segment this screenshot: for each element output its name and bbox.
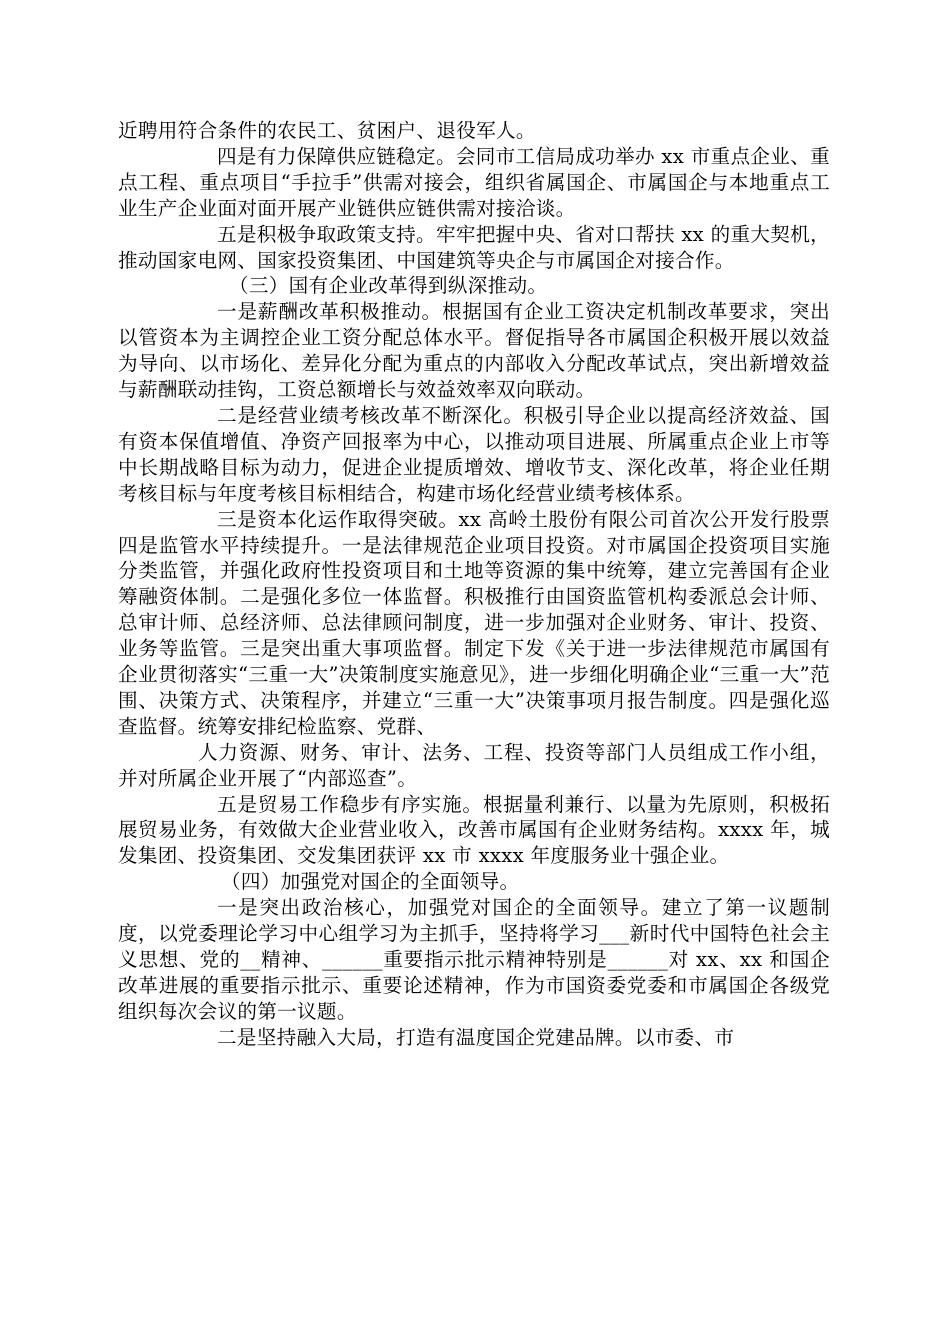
paragraph: 近聘用符合条件的农民工、贫困户、退役军人。 [118,119,536,142]
paragraph: 五是贸易工作稳步有序实施。根据量利兼行、以量为先原则，积极拓展贸易业务，有效做大企业营业收入，改善市属国有企业财务结构。xxxx 年，城发集团、投资集团、交发集团获评 xx 市 xxxx 年度服务业十强企业。 [118,792,830,868]
section-heading: （四）加强党对国企的全面领导。 [221,870,520,894]
section-heading: （三）国有企业改革得到纵深推动。 [229,274,548,298]
document-body [118,118,870,1051]
paragraph: 四是有力保障供应链稳定。会同市工信局成功举办 xx 市重点企业、重点工程、重点项目“手拉手”供需对接会，组织省属国企、市属国企与本地重点工业生产企业面对面开展产业链供应链供需对接洽谈。 [118,144,830,220]
paragraph: 三是资本化运作取得突破。xx 高岭土股份有限公司首次公开发行股票 四是监管水平持续提升。一是法律规范企业项目投资。对市属国企投资项目实施分类监管，并强化政府性投资项目和土地等资源的集中统筹，建立完善国有企业筹融资体制。二是强化多位一体监督。积极推行由国资监管机构委派总会计师、总审计师、总经济师、总法律顾问制度，进一步加强对企业财务、审计、投资、业务等监管。三是突出重大事项监督。制定下发《关于进一步法律规范市属国有企业贯彻落实“三重一大”决策制度实施意见》，进一步细化明确企业“三重一大”范围、决策方式、决策程序，并建立“三重一大”决策事项月报告制度。四是强化巡查监督。统筹安排纪检监察、党群、 [118,507,870,738]
paragraph: 二是经营业绩考核改革不断深化。积极引导企业以提高经济效益、国有资本保值增值、净资产回报率为中心，以推动项目进展、所属重点企业上市等中长期战略目标为动力，促进企业提质增效、增收节支、深化改革，将企业任期考核目标与年度考核目标相结合，构建市场化经营业绩考核体系。 [118,403,830,505]
paragraph: 五是积极争取政策支持。牢牢把握中央、省对口帮扶 xx 的重大契机，推动国家电网、国家投资集团、中国建筑等央企与市属国企对接合作。 [118,222,830,272]
paragraph: 二是坚持融入大局，打造有温度国企党建品牌。以市委、市 [217,1025,735,1049]
paragraph: 一是薪酬改革积极推动。根据国有企业工资决定机制改革要求，突出以管资本为主调控企业工资分配总体水平。督促指导各市属国企积极开展以效益为导向、以市场化、差异化分配为重点的内部收入分配改革试点，突出新增效益与薪酬联动挂钩，工资总额增长与效益效率双向联动。 [118,300,830,402]
paragraph: 一是突出政治核心，加强党对国企的全面领导。建立了第一议题制度，以党委理论学习中心组学习为主抓手，坚持将学习___新时代中国特色社会主义思想、党的__精神、______重要指示批示精神特别是______对 xx、xx 和国企改革进展的重要指示批示、重要论述精神，作为市国资委党委和市属国企各级党组织每次会议的第一议题。 [118,896,830,1023]
paragraph: 人力资源、财务、审计、法务、工程、投资等部门人员组成工作小组，并对所属企业开展了“内部巡查”。 [118,740,830,790]
